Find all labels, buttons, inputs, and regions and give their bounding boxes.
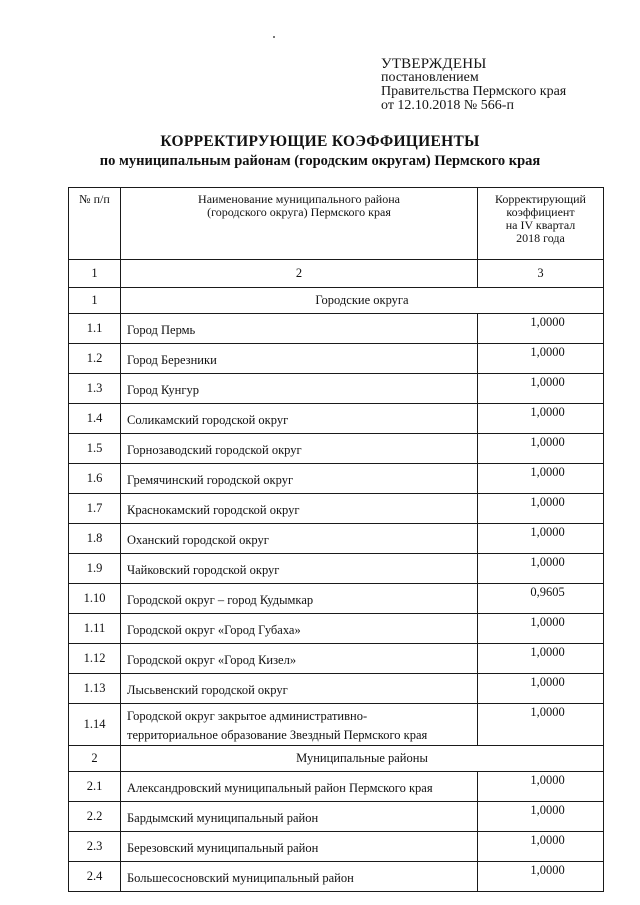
row-name: Горнозаводский городской округ (121, 434, 478, 464)
table-header-row (69, 188, 604, 260)
row-num: 1.7 (69, 494, 121, 524)
row-num: 2.1 (69, 772, 121, 802)
row-value: 1,0000 (478, 494, 604, 524)
row-value: 1,0000 (478, 644, 604, 674)
row-name: Березовский муниципальный район (121, 832, 478, 862)
section-row-urban-districts (69, 288, 604, 314)
row-num: 1.12 (69, 644, 121, 674)
row-name: Городской округ закрытое административно- территориальное образование Звездный Пермского края (121, 704, 478, 746)
row-name: Бардымский муниципальный район (121, 802, 478, 832)
row-name: Городской округ «Город Кизел» (121, 644, 478, 674)
row-value: 1,0000 (478, 464, 604, 494)
section-num: 1 (69, 288, 121, 314)
approval-line-1: постановлением (381, 70, 479, 85)
approval-line-2: Правительства Пермского края (381, 84, 567, 99)
row-num: 1.9 (69, 554, 121, 584)
header-num: № п/п (69, 188, 121, 260)
row-num: 1.10 (69, 584, 121, 614)
row-name: Большесосновский муниципальный район (121, 862, 478, 892)
row-num: 1.8 (69, 524, 121, 554)
table-row (69, 802, 604, 832)
section-title: Городские округа (121, 288, 604, 314)
table-row (69, 374, 604, 404)
row-value: 1,0000 (478, 614, 604, 644)
table-row (69, 832, 604, 862)
row-num: 1.1 (69, 314, 121, 344)
row-name: Городской округ «Город Губаха» (121, 614, 478, 644)
table-row (69, 344, 604, 374)
row-name: Город Березники (121, 344, 478, 374)
row-num: 1.5 (69, 434, 121, 464)
table-row (69, 674, 604, 704)
approval-title: УТВЕРЖДЕНЫ (381, 56, 487, 72)
column-number: 2 (121, 260, 478, 288)
row-value: 1,0000 (478, 832, 604, 862)
row-value: 1,0000 (478, 704, 604, 746)
row-value: 1,0000 (478, 674, 604, 704)
row-name: Лысьвенский городской округ (121, 674, 478, 704)
row-num: 1.6 (69, 464, 121, 494)
row-value: 0,9605 (478, 584, 604, 614)
column-number: 1 (69, 260, 121, 288)
table-row (69, 704, 604, 746)
row-num: 1.4 (69, 404, 121, 434)
row-num: 1.2 (69, 344, 121, 374)
approval-line-3: от 12.10.2018 № 566-п (381, 98, 514, 113)
row-num: 2.2 (69, 802, 121, 832)
row-name: Соликамский городской округ (121, 404, 478, 434)
document-title: КОРРЕКТИРУЮЩИЕ КОЭФФИЦИЕНТЫ (160, 133, 480, 150)
section-num: 2 (69, 746, 121, 772)
table-row (69, 314, 604, 344)
row-num: 1.11 (69, 614, 121, 644)
table-row (69, 584, 604, 614)
section2-rows (69, 772, 604, 892)
table-row (69, 524, 604, 554)
section1-rows (69, 314, 604, 704)
row-value: 1,0000 (478, 524, 604, 554)
table-row (69, 772, 604, 802)
row-name: Город Пермь (121, 314, 478, 344)
header-coefficient: Корректирующий коэффициент на IV квартал 2018 года (478, 188, 604, 260)
table-row (69, 644, 604, 674)
row-name: Гремячинский городской округ (121, 464, 478, 494)
row-value: 1,0000 (478, 862, 604, 892)
row-value: 1,0000 (478, 374, 604, 404)
table-row (69, 554, 604, 584)
row-value: 1,0000 (478, 434, 604, 464)
approval-stamp (381, 57, 566, 113)
table-row (69, 614, 604, 644)
row-value: 1,0000 (478, 404, 604, 434)
row-value: 1,0000 (478, 802, 604, 832)
document-subtitle: по муниципальным районам (городским округам) Пермского края (99, 153, 541, 169)
table-row (69, 494, 604, 524)
table-row (69, 404, 604, 434)
column-number: 3 (478, 260, 604, 288)
section-row-municipal-districts (69, 746, 604, 772)
row-value: 1,0000 (478, 554, 604, 584)
row-num: 1.3 (69, 374, 121, 404)
column-numbers-row (69, 260, 604, 288)
row-name: Чайковский городской округ (121, 554, 478, 584)
coefficients-table (68, 187, 604, 892)
row-num: 2.3 (69, 832, 121, 862)
row-name: Городской округ – город Кудымкар (121, 584, 478, 614)
scan-speck (273, 36, 275, 38)
table-row (69, 464, 604, 494)
row-value: 1,0000 (478, 772, 604, 802)
row-num: 2.4 (69, 862, 121, 892)
table-row (69, 434, 604, 464)
table-row (69, 862, 604, 892)
section-title: Муниципальные районы (121, 746, 604, 772)
row-value: 1,0000 (478, 344, 604, 374)
header-name: Наименование муниципального района (городского округа) Пермского края (121, 188, 478, 260)
row-num: 1.14 (69, 704, 121, 746)
row-name: Город Кунгур (121, 374, 478, 404)
row-value: 1,0000 (478, 314, 604, 344)
row-name: Краснокамский городской округ (121, 494, 478, 524)
row-name: Александровский муниципальный район Пермского края (121, 772, 478, 802)
row-num: 1.13 (69, 674, 121, 704)
row-name: Оханский городской округ (121, 524, 478, 554)
